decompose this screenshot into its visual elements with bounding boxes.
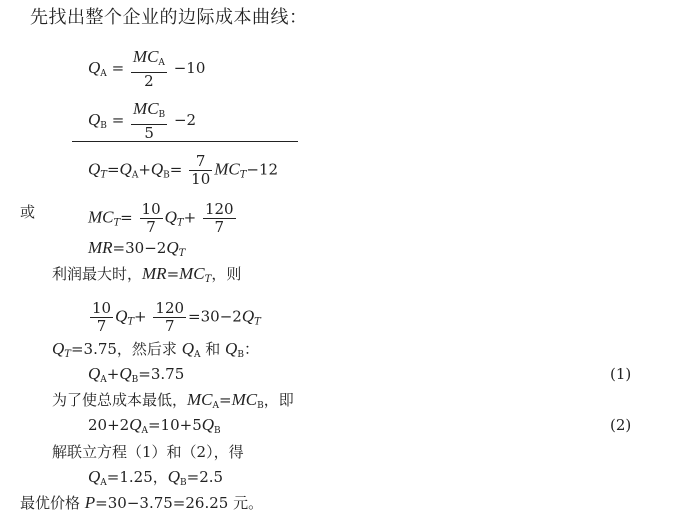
var-q: Q — [164, 207, 177, 227]
equation-number-1: (1) — [610, 365, 632, 383]
fraction-denominator: 2 — [144, 72, 154, 90]
subscript: T — [64, 349, 71, 360]
subscript: A — [212, 401, 220, 411]
min-cost-line — [52, 390, 294, 416]
subscript: A — [100, 69, 107, 79]
var-mc: MC — [179, 264, 205, 283]
optimal-price-line — [20, 493, 263, 513]
fraction — [90, 300, 113, 335]
var-mc: MC — [133, 99, 159, 118]
var-q: Q — [166, 238, 179, 257]
text: 利润最大时， — [52, 265, 143, 283]
text: =3.75 — [138, 365, 185, 383]
fraction-denominator: 7 — [214, 218, 225, 236]
var-q: Q — [115, 306, 128, 326]
var-q: Q — [119, 364, 132, 383]
text: ，则 — [211, 265, 242, 283]
summation-rule — [72, 141, 298, 142]
text: =10+5 — [147, 416, 202, 434]
var-q: Q — [129, 415, 142, 434]
var-mc: MC — [214, 159, 240, 179]
equals-sign: = — [106, 160, 120, 179]
subscript: A — [131, 170, 139, 181]
var-q: Q — [167, 467, 181, 486]
fraction — [131, 100, 167, 142]
equals-sign: = — [111, 59, 125, 77]
var-q: Q — [201, 415, 215, 434]
text: 为了使总成本最低， — [52, 391, 188, 409]
section-heading: 先找出整个企业的边际成本曲线： — [30, 7, 308, 28]
equals-sign: = — [111, 111, 125, 129]
fraction-denominator: 5 — [144, 124, 154, 142]
equation-2 — [88, 415, 221, 441]
equation-middle: =30−2 — [188, 307, 242, 326]
equals-sign: = — [166, 265, 180, 283]
subscript: A — [158, 58, 165, 68]
profit-max-line — [52, 264, 241, 290]
subscript: T — [127, 316, 135, 328]
subscript: B — [237, 350, 244, 360]
var-q: Q — [225, 339, 238, 358]
subscript: B — [163, 170, 170, 181]
equation-number-2: (2) — [610, 416, 632, 434]
var-mr: MR — [142, 264, 167, 283]
fraction-numerator: 120 — [155, 299, 185, 317]
subscript: T — [100, 169, 107, 181]
equation-middle: =30−2 — [112, 239, 167, 257]
qt-value-line — [52, 339, 259, 365]
var-mc: MC — [132, 47, 159, 66]
equation-tail: −12 — [246, 160, 279, 179]
plus-sign: + — [183, 208, 197, 227]
subscript: A — [141, 426, 148, 436]
fraction — [203, 201, 236, 236]
subscript: B — [131, 375, 139, 385]
subscript: A — [193, 350, 201, 360]
fraction-denominator: 7 — [96, 317, 107, 335]
text: 和 — [200, 340, 226, 358]
var-q: Q — [88, 364, 101, 383]
equals-sign: = — [169, 160, 183, 179]
var-mc: MC — [88, 207, 114, 227]
subscript: B — [180, 478, 187, 488]
var-q: Q — [88, 467, 101, 486]
subscript: B — [158, 110, 166, 120]
fraction-denominator: 10 — [191, 170, 211, 188]
text: =30−3.75=26.25 元。 — [95, 494, 264, 512]
var-mc: MC — [187, 390, 213, 409]
subscript: T — [254, 316, 261, 328]
fraction-denominator: 7 — [146, 218, 156, 236]
subscript: B — [100, 121, 107, 131]
equation-1 — [88, 364, 184, 390]
fraction — [189, 153, 212, 188]
result-line — [88, 467, 223, 493]
equation-mct — [88, 201, 238, 236]
solve-text: 解联立方程（1）和（2），得 — [52, 443, 244, 461]
equals-sign: = — [219, 391, 232, 409]
equation-qb — [88, 100, 196, 142]
text: 20+2 — [88, 416, 130, 434]
var-mc: MC — [231, 390, 258, 409]
subscript: B — [257, 401, 264, 411]
text: ，即 — [263, 391, 294, 409]
equation-mr — [88, 238, 185, 264]
var-mr: MR — [88, 238, 113, 257]
text: 最优价格 — [20, 494, 85, 512]
subscript: T — [113, 217, 121, 229]
var-q: Q — [150, 159, 164, 179]
fraction-numerator: 7 — [189, 153, 212, 171]
fraction-numerator: 10 — [92, 299, 112, 317]
equation-qa — [88, 48, 205, 90]
fraction-numerator: 10 — [141, 200, 161, 218]
subscript: B — [214, 426, 221, 436]
equation-tail: −2 — [173, 111, 197, 129]
var-q: Q — [88, 159, 101, 179]
subscript: T — [204, 274, 212, 285]
fraction — [131, 48, 167, 90]
var-q: Q — [181, 339, 194, 358]
var-p: P — [84, 493, 96, 512]
subscript: T — [178, 248, 186, 259]
text: =1.25， — [106, 468, 168, 486]
var-q: Q — [52, 339, 65, 358]
equals-sign: = — [120, 208, 133, 227]
var-q: Q — [241, 306, 255, 326]
subscript: A — [100, 478, 107, 488]
fraction — [140, 201, 163, 236]
or-label: 或 — [20, 203, 36, 221]
fraction — [153, 300, 186, 335]
subscript: A — [100, 375, 107, 385]
text: ： — [243, 340, 259, 358]
equation-qt — [88, 153, 278, 188]
subscript: T — [239, 169, 247, 181]
plus-sign: + — [134, 307, 147, 326]
fraction-numerator — [131, 48, 167, 73]
subscript: T — [176, 217, 184, 229]
fraction-denominator: 7 — [164, 317, 175, 335]
var-q: Q — [119, 159, 132, 179]
var-q: Q — [88, 58, 101, 77]
equation-solve — [88, 300, 261, 335]
plus-sign: + — [106, 365, 120, 383]
equation-tail: −10 — [173, 59, 206, 77]
fraction-numerator — [131, 100, 167, 125]
var-q: Q — [88, 110, 101, 129]
fraction-numerator: 120 — [204, 200, 234, 218]
text: =3.75，然后求 — [70, 340, 182, 358]
text: =2.5 — [186, 468, 224, 486]
plus-sign: + — [138, 160, 151, 179]
